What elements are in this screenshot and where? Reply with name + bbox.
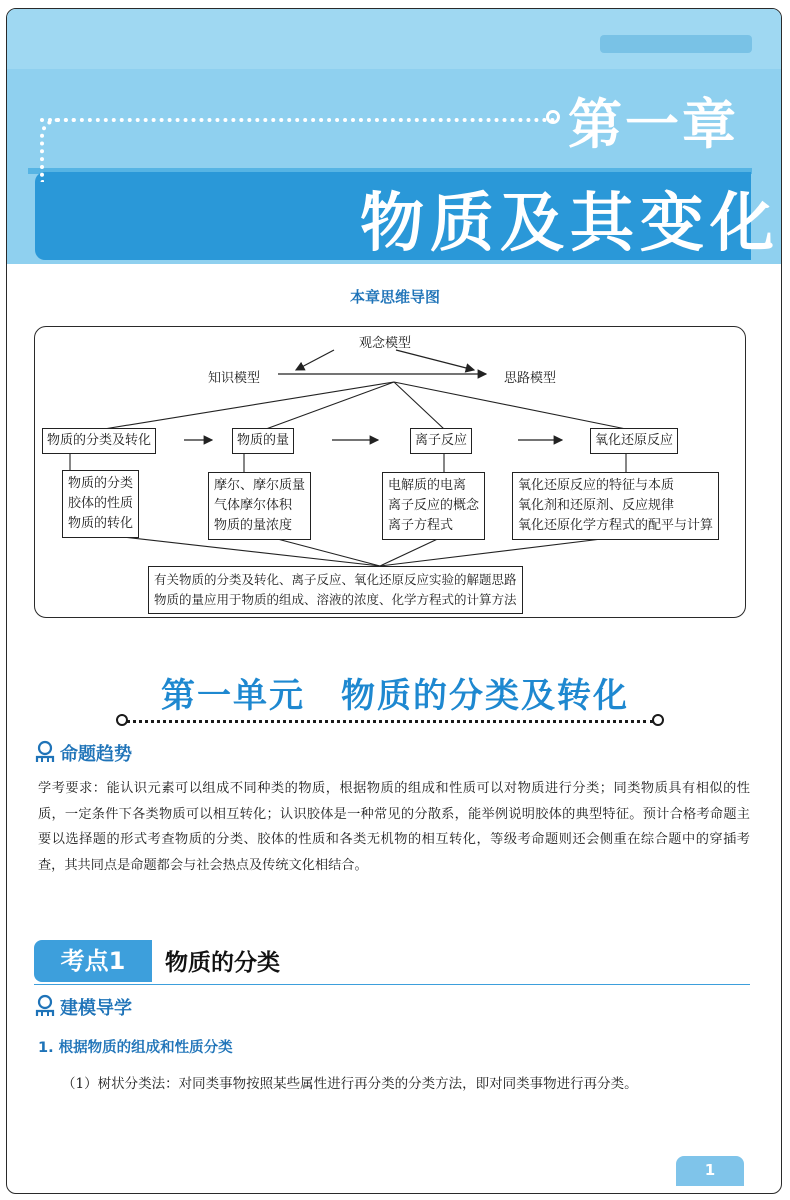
mindmap-bottom-box xyxy=(148,566,523,614)
chapter-number: 第一章 xyxy=(568,93,739,156)
guide-heading: 建模导学 xyxy=(60,998,132,1019)
dotted-line-decor xyxy=(40,118,555,122)
mindmap-detail-box xyxy=(208,472,311,540)
detail-line: 离子反应的概念 xyxy=(388,498,480,513)
lightbulb-person-icon xyxy=(34,740,56,764)
detail-line: 气体摩尔体积 xyxy=(214,498,293,513)
bottom-line: 有关物质的分类及转化、离子反应、氧化还原反应实验的解题思路 xyxy=(154,572,517,587)
ring-decor-icon xyxy=(652,714,664,726)
kaodian-underline xyxy=(34,984,750,985)
kaodian-title: 物质的分类 xyxy=(165,950,280,976)
ring-decor-icon xyxy=(116,714,128,726)
trend-heading: 命题趋势 xyxy=(60,744,132,765)
bottom-line: 物质的量应用于物质的组成、溶液的浓度、化学方程式的计算方法 xyxy=(154,592,517,607)
detail-line: 电解质的电离 xyxy=(388,478,467,493)
page-number: 1 xyxy=(704,1161,716,1179)
mindmap-detail-box xyxy=(512,472,719,540)
detail-line: 胶体的性质 xyxy=(68,496,134,511)
detail-line: 离子方程式 xyxy=(388,518,454,533)
detail-line: 摩尔、摩尔质量 xyxy=(214,478,306,493)
dotted-curve-decor xyxy=(40,118,74,182)
detail-line: 氧化还原化学方程式的配平与计算 xyxy=(518,518,714,533)
detail-line: 氧化剂和还原剂、反应规律 xyxy=(518,498,675,513)
mindmap-node: 离子反应 xyxy=(410,428,472,454)
mindmap-node: 物质的分类及转化 xyxy=(42,428,156,454)
detail-line: 物质的转化 xyxy=(68,516,134,531)
unit-title: 第一单元 物质的分类及转化 xyxy=(161,676,629,716)
section-item: （1）树状分类法：对同类事物按照某些属性进行再分类的分类方法，即对同类事物进行再分类。 xyxy=(62,1076,638,1092)
detail-line: 物质的分类 xyxy=(68,476,134,491)
lightbulb-person-icon xyxy=(34,994,56,1018)
mindmap-detail-box xyxy=(62,470,139,538)
trend-paragraph: 学考要求：能认识元素可以组成不同种类的物质，根据物质的组成和性质可以对物质进行分类；同类物质具有相似的性质，一定条件下各类物质可以相互转化；认识胶体是一种常见的分散系，能举例说明胶体的典型特征。预计合格考命题主要以选择题的形式考查物质的分类、胶体的性质和各类无机物的相互转化，等级考命题则还会侧重在综合题中的穿插考查，其共同点是命题都会与社会热点及传统文化相结合。 xyxy=(38,781,750,873)
mindmap-top-concept: 观念模型 xyxy=(359,336,412,351)
chapter-title: 物质及其变化 xyxy=(360,187,780,261)
section-subtitle: 1. 根据物质的组成和性质分类 xyxy=(38,1040,233,1056)
mindmap-detail-box xyxy=(382,472,485,540)
mindmap-title: 本章思维导图 xyxy=(349,288,440,306)
kaodian-label: 考点1 xyxy=(34,940,152,982)
mindmap-knowledge-model: 知识模型 xyxy=(208,371,261,386)
mindmap-thinking-model: 思路模型 xyxy=(504,371,557,386)
unit-dotted-line xyxy=(126,720,654,723)
detail-line: 物质的量浓度 xyxy=(214,518,293,533)
mindmap-node: 氧化还原反应 xyxy=(590,428,678,454)
detail-line: 氧化还原反应的特征与本质 xyxy=(518,478,675,493)
ring-decor-icon xyxy=(546,110,560,124)
mindmap-node: 物质的量 xyxy=(232,428,294,454)
header-decor-bar xyxy=(600,35,752,53)
